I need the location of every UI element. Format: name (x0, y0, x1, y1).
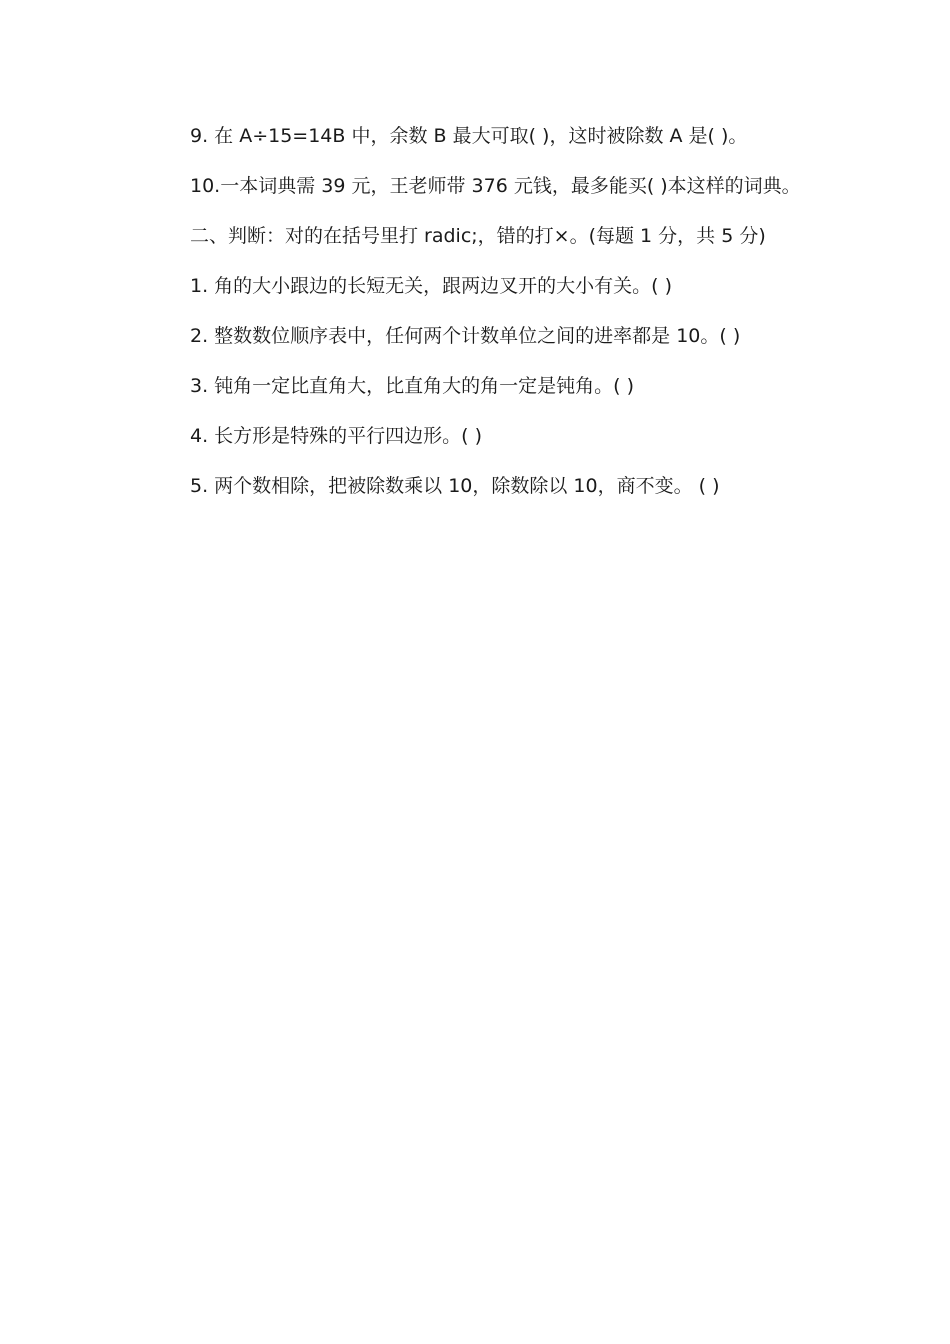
judgement-item-2: 2. 整数数位顺序表中，任何两个计数单位之间的进率都是 10。( ) (190, 325, 741, 347)
judgement-item-4: 4. 长方形是特殊的平行四边形。( ) (190, 425, 483, 447)
document-body (145, 120, 810, 520)
question-10: 10.一本词典需 39 元，王老师带 376 元钱，最多能买( )本这样的词典。 (190, 175, 801, 197)
question-9: 9. 在 A÷15=14B 中，余数 B 最大可取( )，这时被除数 A 是( )。 (190, 125, 748, 147)
judgement-item-1: 1. 角的大小跟边的长短无关，跟两边叉开的大小有关。( ) (190, 275, 673, 297)
section-heading-judgement: 二、判断：对的在括号里打 radic;，错的打×。(每题 1 分，共 5 分) (190, 225, 766, 247)
judgement-item-5: 5. 两个数相除，把被除数乘以 10，除数除以 10，商不变。 ( ) (190, 475, 720, 497)
judgement-item-3: 3. 钝角一定比直角大，比直角大的角一定是钝角。( ) (190, 375, 635, 397)
